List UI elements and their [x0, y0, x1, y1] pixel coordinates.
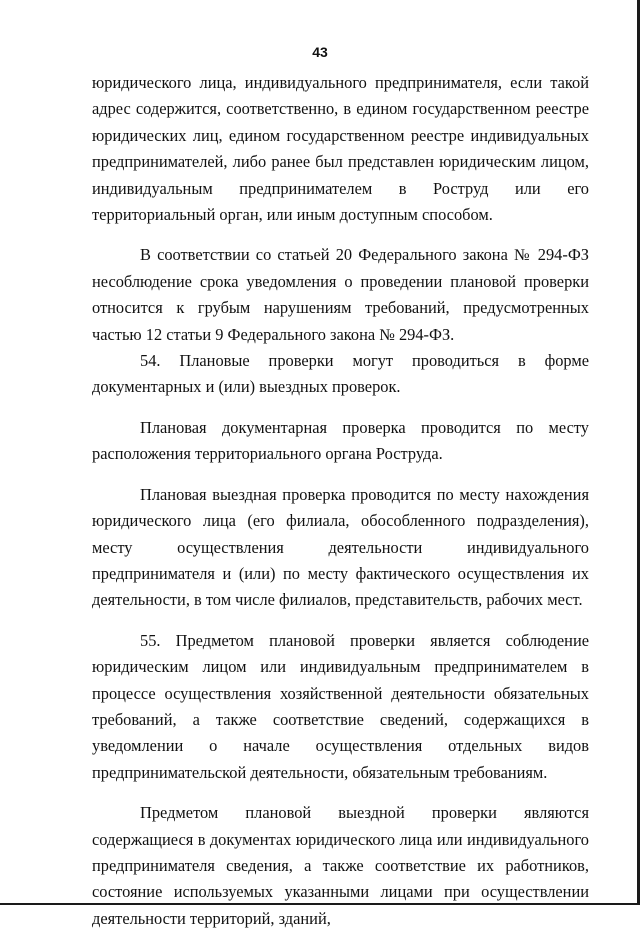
paragraph-item-55: 55. Предметом плановой проверки является соблюдение юридическим лицом или индивидуальным предпринимателем в процессе осуществления хозяйственной деятельности обязательных требований, а также соответствие сведений, содержащихся в уведомлении о начале осуществления отдельных видов предпринимательской деятельности, обязательным требованиям.	[92, 630, 589, 782]
page-number: 43	[312, 44, 328, 60]
paragraph-documentary-check: Плановая документарная проверка проводится по месту расположения территориального органа Роструда.	[92, 417, 589, 464]
paragraph-onsite-check: Плановая выездная проверка проводится по месту нахождения юридического лица (его филиала, обособленного подразделения), месту осуществления деятельности индивидуального предпринимателя и (или) по месту фактического осуществления их деятельности, в том числе филиалов, представительств, рабочих мест.	[92, 484, 589, 610]
document-body	[92, 70, 589, 932]
paragraph-item-54: 54. Плановые проверки могут проводиться в форме документарных и (или) выездных проверок.	[92, 351, 589, 397]
paragraph-article-20: В соответствии со статьей 20 Федерального закона № 294-ФЗ несоблюдение срока уведомления о проведении плановой проверки относится к грубым нарушениям требований, предусмотренных частью 12 статьи 9 Федерального закона № 294-ФЗ.	[92, 245, 589, 344]
paragraph-address-continuation: юридического лица, индивидуального предпринимателя, если такой адрес содержится, соответственно, в едином государственном реестре юридических лиц, едином государственном реестре индивидуальных предпринимателей, либо ранее был представлен юридическим лицом, индивидуальным предпринимателем в Роструд или его территориальный орган, или иным доступным способом.	[92, 73, 589, 225]
paragraph-onsite-subject: Предметом плановой выездной проверки являются содержащиеся в документах юридического лица или индивидуального предпринимателя сведения, а также соответствие их работников, состояние используемых указанными лицами при осуществлении деятельности территорий, зданий,	[92, 803, 589, 928]
